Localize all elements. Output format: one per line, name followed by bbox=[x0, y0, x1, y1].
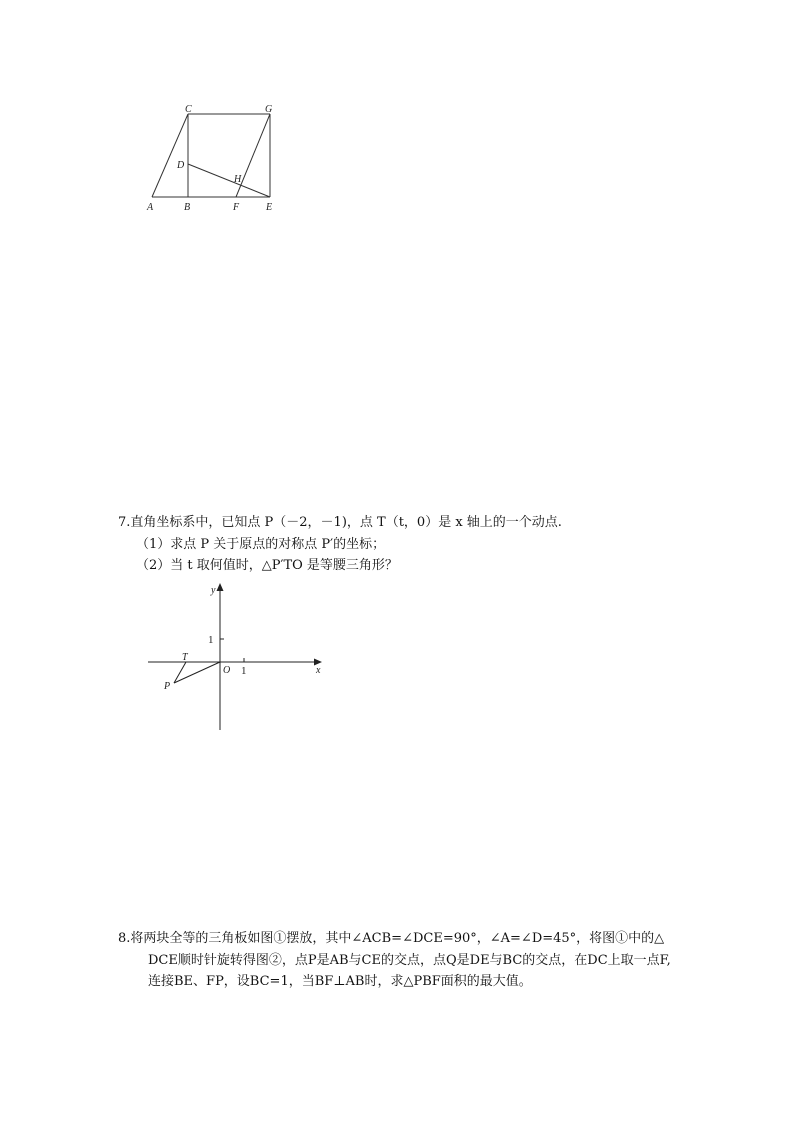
label-A: A bbox=[147, 202, 154, 213]
label-O: O bbox=[223, 665, 231, 676]
question-8-line-2: DCE顺时针旋转得图②，点P是AB与CE的交点，点Q是DE与BC的交点，在DC上取一点F, bbox=[148, 952, 671, 968]
question-7-part-1: （1）求点 P 关于原点的对称点 P′的坐标； bbox=[136, 536, 386, 552]
question-8 bbox=[118, 928, 671, 993]
label-D: D bbox=[177, 160, 185, 171]
label-one-y: 1 bbox=[208, 634, 214, 646]
segment-DE bbox=[188, 164, 270, 197]
segment-AC bbox=[152, 114, 188, 197]
y-axis-arrow-icon bbox=[217, 583, 224, 591]
label-y: y bbox=[211, 585, 216, 596]
question-8-line-3: 连接BE、FP，设BC=1，当BF⊥AB时，求△PBF面积的最大值。 bbox=[148, 974, 532, 989]
label-C: C bbox=[185, 104, 192, 115]
label-E: E bbox=[266, 202, 273, 213]
geometry-figure-1 bbox=[140, 100, 290, 220]
label-H: H bbox=[234, 174, 242, 185]
label-G: G bbox=[265, 104, 273, 115]
label-F: F bbox=[233, 202, 240, 213]
label-x: x bbox=[316, 665, 321, 676]
question-7-title: 7.直角坐标系中，已知点 P（－2，－1)，点 T（t，0）是 x 轴上的一个动点. bbox=[118, 515, 562, 530]
label-one-x: 1 bbox=[241, 665, 247, 677]
label-P: P bbox=[164, 681, 171, 692]
label-B: B bbox=[184, 202, 191, 213]
question-7 bbox=[118, 512, 562, 577]
coordinate-figure bbox=[140, 575, 340, 735]
segment-PO bbox=[174, 662, 220, 683]
label-T: T bbox=[182, 652, 188, 663]
question-8-line-1: 8.将两块全等的三角板如图①摆放，其中∠ACB=∠DCE=90°，∠A=∠D=45°，将图①中的△ bbox=[118, 931, 665, 946]
question-7-part-2: （2）当 t 取何值时，△P′TO 是等腰三角形？ bbox=[136, 558, 398, 573]
